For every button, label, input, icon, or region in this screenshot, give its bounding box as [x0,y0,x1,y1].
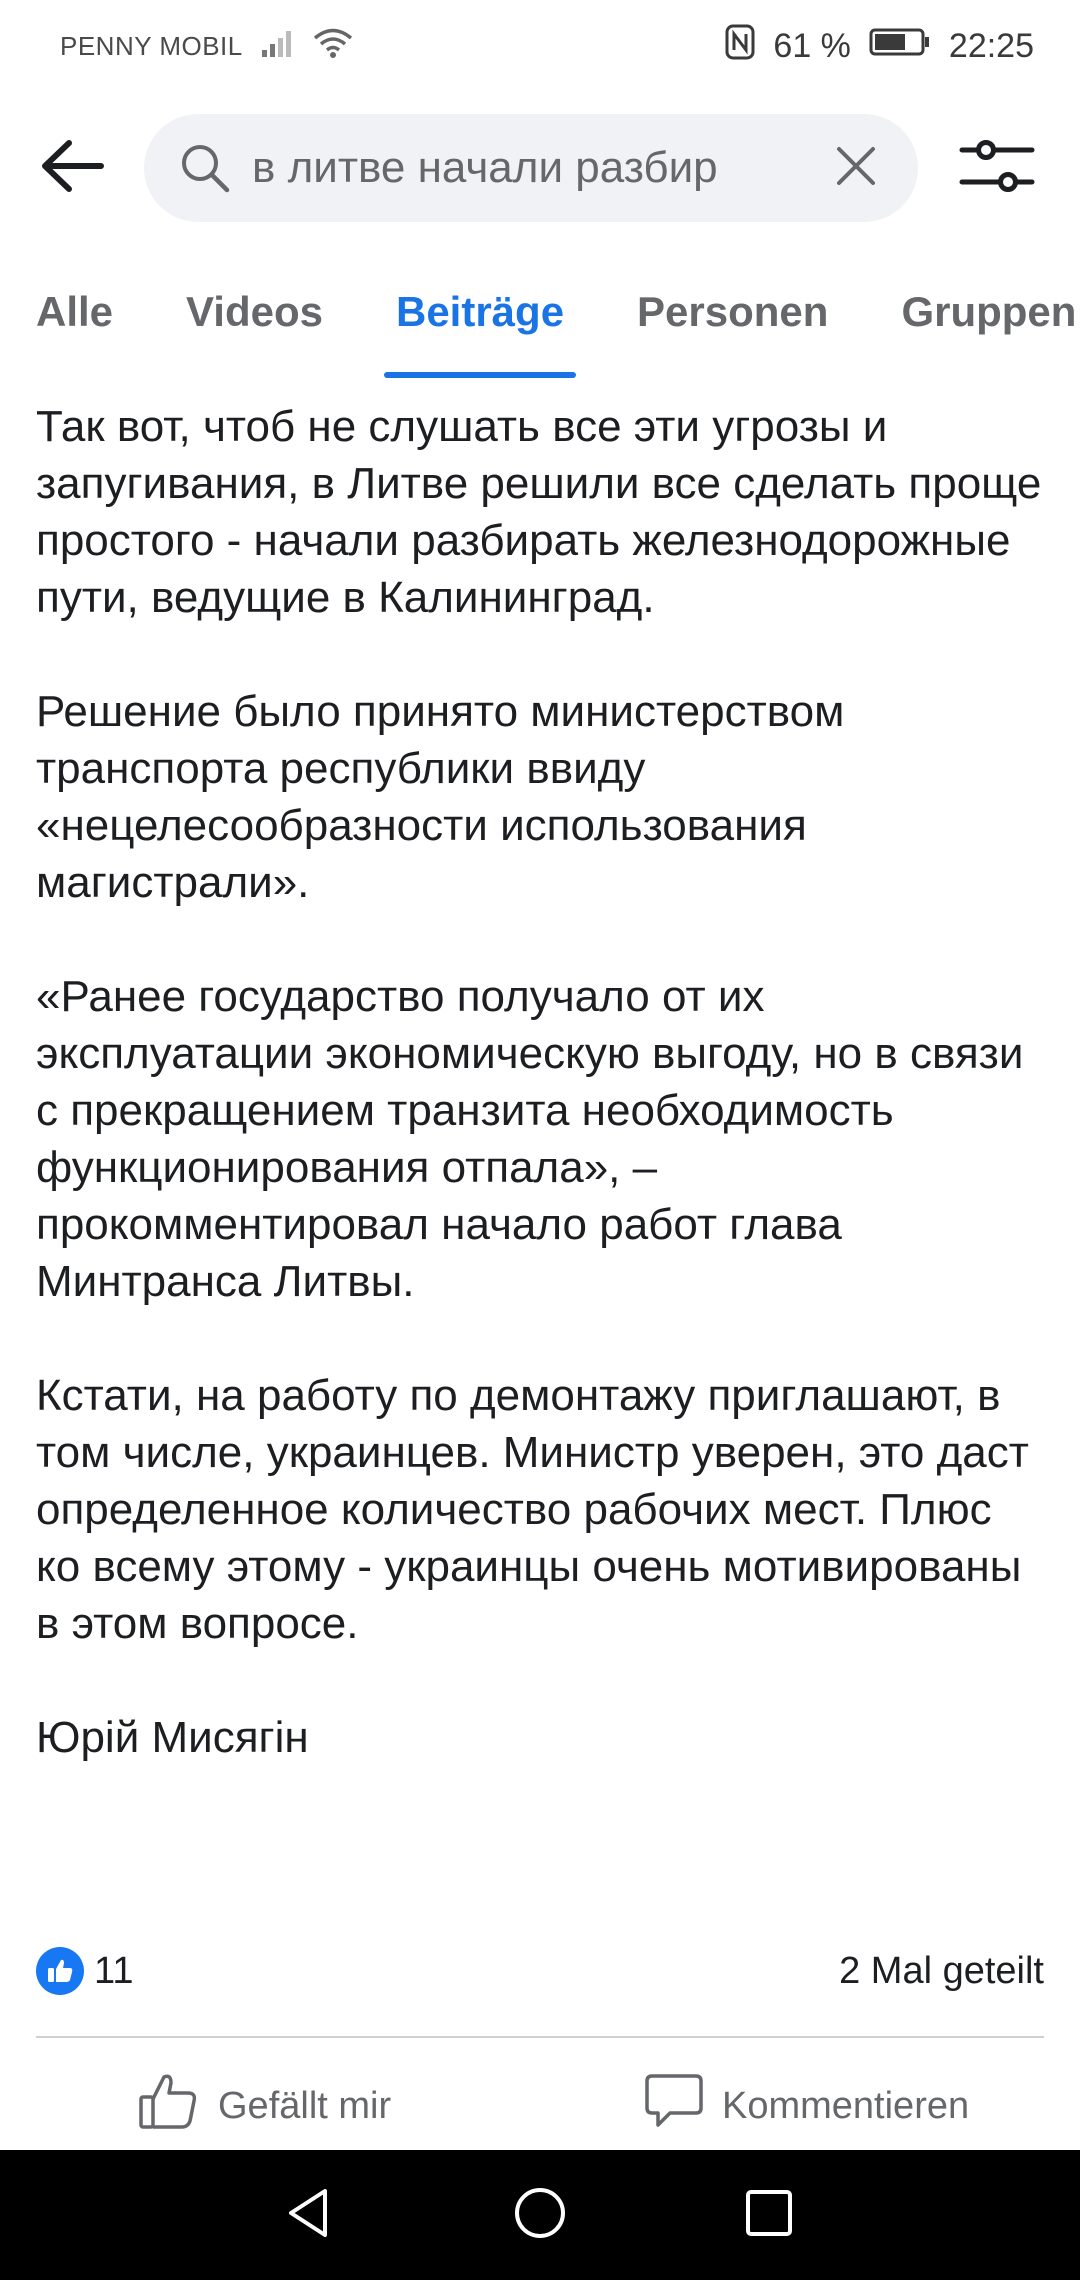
post-body [36,398,1046,1766]
nav-home-icon [512,2185,568,2246]
nav-back-icon [281,2185,337,2246]
divider [36,2036,1044,2038]
back-button[interactable] [36,132,108,204]
clear-search-button[interactable] [822,133,890,203]
comment-label: Kommentieren [722,2084,970,2127]
battery-icon [869,27,931,66]
nav-recent-icon [741,2185,797,2246]
reactions-summary [36,1940,1044,2002]
post-paragraph: Кстати, на работу по демонтажу приглашают, в том числе, украинцев. Министр уверен, это даст определенное количество рабочих мест. Плюс ко всему этому - украинцы очень мотивированы в этом вопросе. [36,1371,1029,1648]
search-box[interactable] [144,114,918,222]
nfc-icon [725,24,755,69]
post-paragraph: Так вот, чтоб не слушать все эти угрозы и запугивания, в Литве решили все сделать проще простого - начали разбирать железнодорожные пути, ведущие в Калининград. [36,402,1042,622]
reactions-count: 11 [94,1949,134,1992]
tab-gruppen[interactable]: Gruppen [901,288,1077,335]
reactions-count-button[interactable] [36,1947,133,1995]
like-button[interactable] [138,2071,391,2141]
tab-alle[interactable]: Alle [36,288,114,335]
tab-videos[interactable]: Videos [186,288,323,335]
signal-icon [261,28,295,65]
nav-recent-button[interactable] [734,2180,804,2250]
like-label: Gefällt mir [218,2084,392,2127]
filter-sliders-icon [958,136,1036,201]
clock: 22:25 [948,26,1034,65]
search-input[interactable] [252,133,808,203]
like-reaction-icon [36,1947,84,1995]
post-author-signature: Юрій Мисягін [36,1713,309,1762]
shares-count[interactable]: 2 Mal geteilt [839,1949,1044,1992]
arrow-left-icon [39,138,105,199]
thumbs-up-icon [138,2071,200,2141]
wifi-icon [313,27,353,66]
search-icon [178,141,232,195]
post-paragraph: Решение было принято министерством транспорта республики ввиду «нецелесообразности использования магистрали». [36,687,845,907]
status-left [60,27,353,66]
battery-percent: 61 % [773,26,851,65]
post-actions [0,2060,1080,2152]
comment-button[interactable] [644,2072,969,2140]
search-header [0,112,1080,224]
status-right [725,24,1034,69]
post-paragraph: «Ранее государство получало от их эксплуатации экономическую выгоду, но в связи с прекращением транзита необходимость функционирования отпала», – прокомментировал начало работ глава Минтранса Литвы. [36,972,1024,1306]
comment-bubble-icon [644,2072,704,2140]
search-filter-tabs [0,262,1080,378]
tab-beitraege[interactable]: Beiträge [396,262,564,378]
nav-back-button[interactable] [274,2180,344,2250]
close-icon [834,144,878,193]
status-bar [0,0,1080,92]
filter-button[interactable] [952,128,1042,208]
tab-personen[interactable]: Personen [637,288,829,335]
system-navigation-bar [0,2150,1080,2280]
carrier-name: PENNY MOBIL [60,30,243,61]
nav-home-button[interactable] [505,2180,575,2250]
